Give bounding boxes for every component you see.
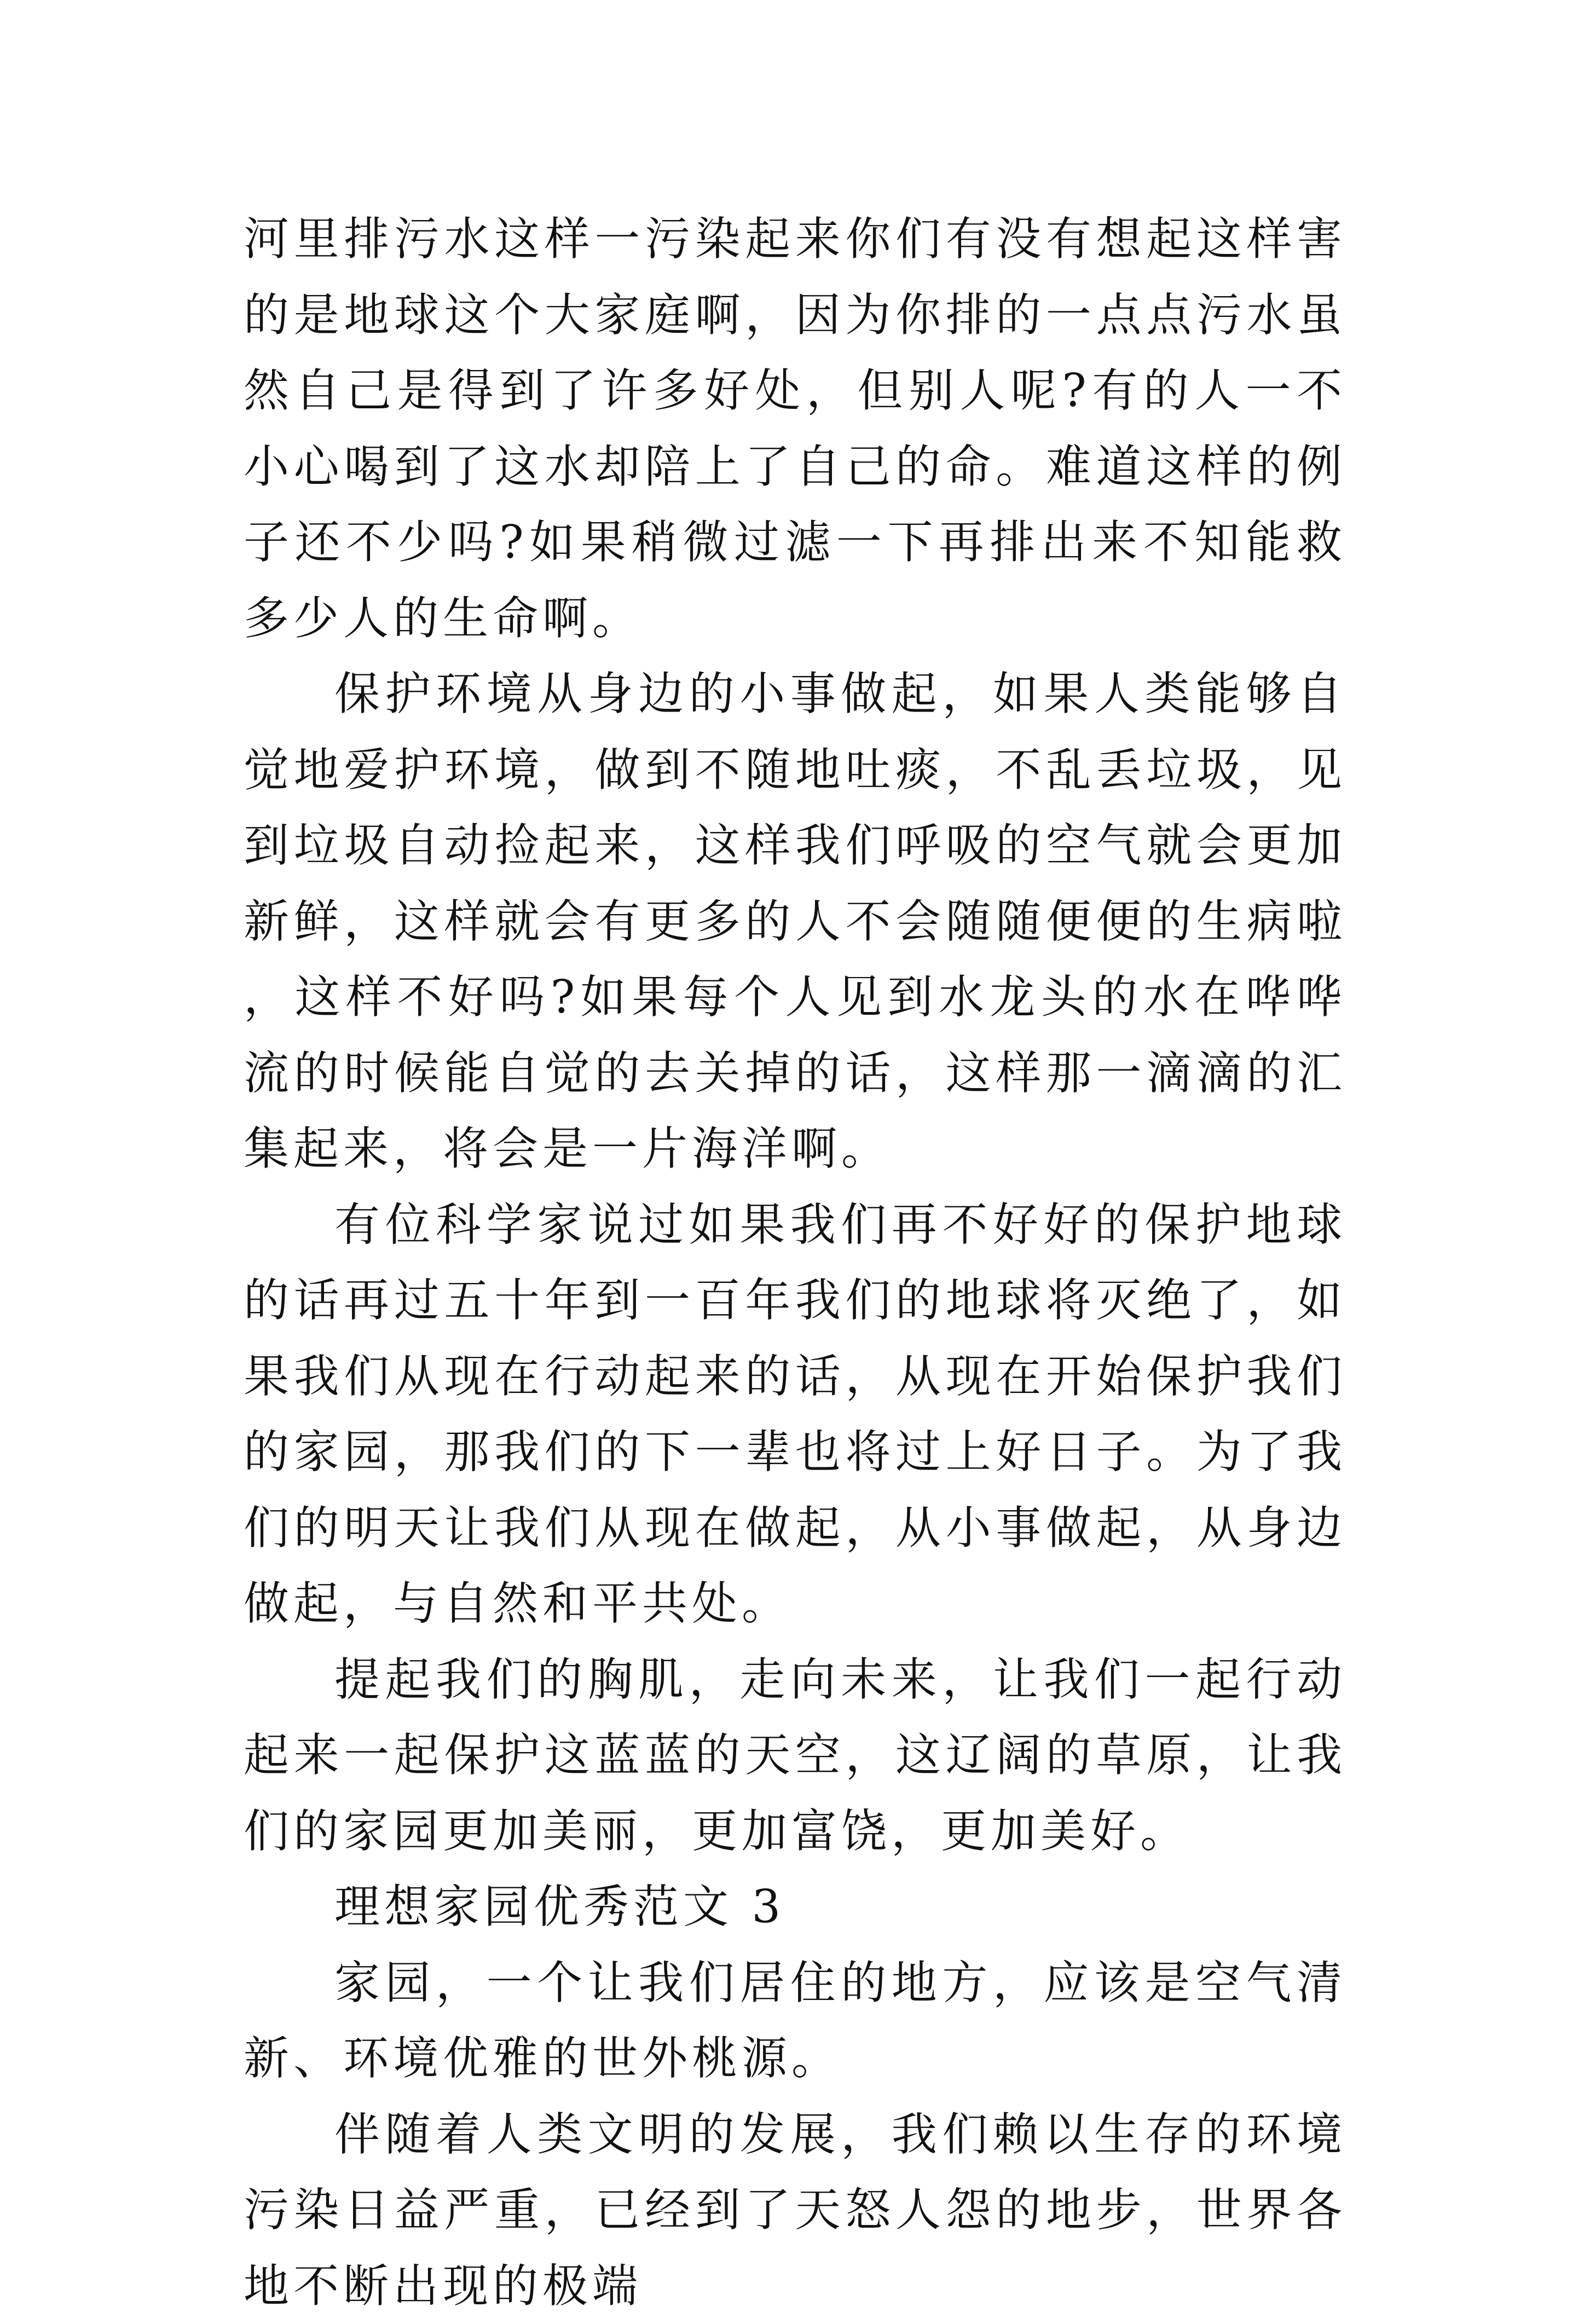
- paragraph-call-to-action: 提起我们的胸肌，走向未来，让我们一起行动起来一起保护这蓝蓝的天空，这辽阔的草原，让我们的家园更加美丽，更加富饶，更加美好。: [244, 1642, 1346, 1870]
- paragraph-pollution: 伴随着人类文明的发展，我们赖以生存的环境污染日益严重，已经到了天怒人怨的地步，世界各地不断出现的极端: [244, 2097, 1346, 2324]
- paragraph-homeland-definition: 家园，一个让我们居住的地方，应该是空气清新、环境优雅的世外桃源。: [244, 1945, 1346, 2097]
- paragraph-continuation: 河里排污水这样一污染起来你们有没有想起这样害的是地球这个大家庭啊，因为你排的一点点污水虽然自己是得到了许多好处，但别人呢?有的人一不小心喝到了这水却陪上了自己的命。难道这样的例子还不少吗?如果稍微过滤一下再排出来不知能救多少人的生命啊。: [244, 201, 1346, 656]
- document-body: [244, 201, 1346, 2324]
- paragraph-scientist-warning: 有位科学家说过如果我们再不好好的保护地球的话再过五十年到一百年我们的地球将灭绝了，如果我们从现在行动起来的话，从现在开始保护我们的家园，那我们的下一辈也将过上好日子。为了我们的明天让我们从现在做起，从小事做起，从身边做起，与自然和平共处。: [244, 1187, 1346, 1642]
- paragraph-protect-environment: 保护环境从身边的小事做起，如果人类能够自觉地爱护环境，做到不随地吐痰，不乱丢垃圾，见到垃圾自动捡起来，这样我们呼吸的空气就会更加新鲜，这样就会有更多的人不会随随便便的生病啦，这样不好吗?如果每个人见到水龙头的水在哗哗流的时候能自觉的去关掉的话，这样那一滴滴的汇集起来，将会是一片海洋啊。: [244, 656, 1346, 1187]
- section-title: 理想家园优秀范文 3: [244, 1869, 1346, 1945]
